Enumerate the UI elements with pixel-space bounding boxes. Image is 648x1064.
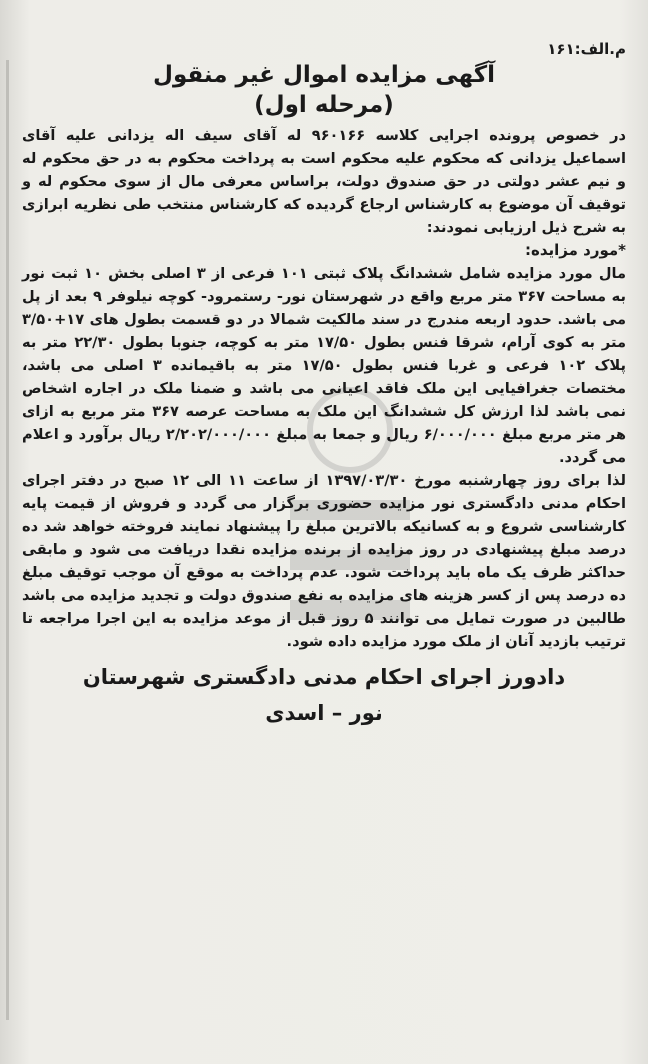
- notice-body: [22, 40, 626, 1060]
- signature-name: نور – اسدی: [265, 701, 383, 725]
- notice-title: آگهی مزایده اموال غیر منقول: [152, 62, 496, 88]
- notice-subtitle: (مرحله اول): [254, 92, 394, 118]
- property-description: مال مورد مزایده شامل ششدانگ پلاک ثبتی ۱۰۱ فرعی از ۳ اصلی بخش ۱۰ ثبت نور به مساحت ۳۶۷ متر مربع واقع در شهرستان نور- رستمرود- کوچه نیلوفر ۹ بعد از پل می باشد. حدود اربعه مندرج در سند مالکیت شمالا در دو قسمت بطول های ۱۷+۳/۵۰ متر به کوی آرام، شرقا فنس بطول ۱۷/۵۰ متر به کوچه، جنوبا بطول ۲۲/۳۰ متر به پلاک ۱۰۲ فرعی و غربا فنس بطول ۱۷/۵۰ متر به باقیمانده ۳ اصلی می باشد، مختصات جغرافیایی این ملک فاقد اعیانی می باشد و ضمنا ملک در اجاره اشخاص نمی باشد لذا ارزش کل ششدانگ این ملک به مساحت عرصه ۳۶۷ متر مربع به ازای هر متر مربع مبلغ ۶/۰۰۰/۰۰۰ ریال و جمعا به مبلغ ۲/۲۰۲/۰۰۰/۰۰۰ ریال برآورد و اعلام می گردد.: [22, 265, 627, 466]
- intro-paragraph: در خصوص پرونده اجرایی کلاسه ۹۶۰۱۶۶ له آقای سیف اله یزدانی علیه آقای اسماعیل یزدانی که محکوم علیه محکوم است به پرداخت محکوم به در حق محکوم له و نیم عشر دولتی در حق صندوق دولت، براساس معرفی مال از سوی محکوم له و توقیف آن موضوع به کارشناس ارجاع گردیده که کارشناس منتخب طی نظریه ابرازی به شرح ذیل ارزیابی نمودند:: [22, 127, 626, 236]
- auction-terms: لذا برای روز چهارشنبه مورخ ۱۳۹۷/۰۳/۳۰ از ساعت ۱۱ الی ۱۲ صبح در دفتر اجرای احکام مدنی دادگستری نور مزایده حضوری برگزار می گردد و فروش از قیمت پایه کارشناسی شروع و به کسانیکه بالاترین مبلغ را پیشنهاد نمایند فروخته خواهد شد ده درصد مبلغ پیشنهادی در روز مزایده از برنده مزایده نقدا دریافت می شود و مابقی حداکثر ظرف یک ماه باید پرداخت شود. عدم پرداخت به موقع آن موجب توقیف مبلغ ده درصد پس از کسر هزینه های مزایده به نفع صندوق دولت و تجدید مزایده می باشد طالبین در صورت تمایل می توانند ۵ روز قبل از موعد مزایده به این اجرا مراجعه تا ترتیب بازدید آنان از ملک مورد مزایده داده شود.: [22, 472, 626, 650]
- column-divider: [6, 60, 9, 1020]
- section-heading: *مورد مزایده:: [524, 241, 626, 259]
- notice-code: م.الف:۱۶۱: [547, 40, 626, 58]
- signature-title: دادورز اجرای احکام مدنی دادگستری شهرستان: [82, 665, 566, 689]
